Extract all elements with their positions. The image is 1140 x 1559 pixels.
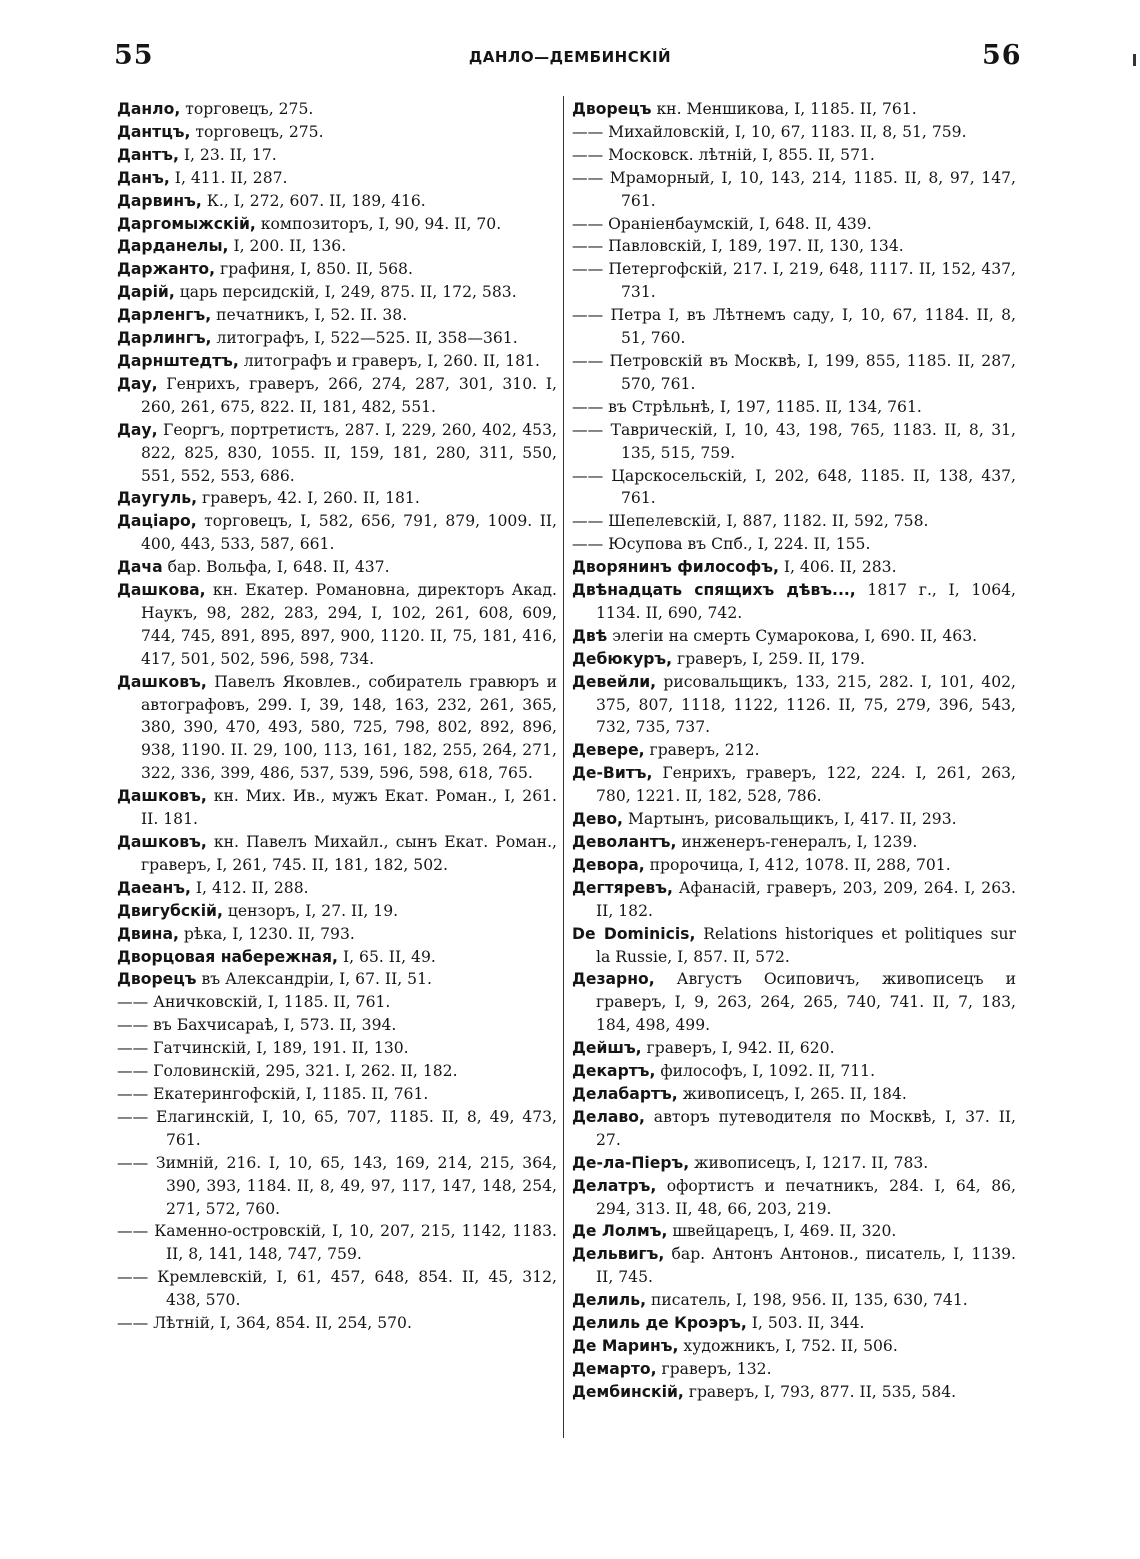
entry-term: Даугуль, bbox=[117, 489, 198, 508]
index-subentry bbox=[572, 350, 1016, 396]
edge-mark bbox=[1133, 54, 1136, 66]
entry-term: Деволантъ, bbox=[572, 833, 677, 851]
entry-term: Декартъ, bbox=[572, 1062, 656, 1081]
entry-references: 1817 г., I, 1064, 1134. II, 690, 742. bbox=[596, 581, 1016, 622]
entry-references: Генрихъ, граверъ, 266, 274, 287, 301, 310. I, 260, 261, 675, 822. II, 181, 482, 551. bbox=[141, 374, 557, 416]
entry-term: Дворцовая набережная, bbox=[117, 947, 338, 966]
index-entry bbox=[572, 1037, 1016, 1060]
entry-term: Де Лолмъ, bbox=[572, 1222, 668, 1241]
index-entry bbox=[572, 923, 1016, 969]
index-subentry bbox=[117, 1014, 557, 1037]
index-entry bbox=[117, 304, 557, 327]
index-subentry bbox=[572, 304, 1016, 350]
index-entry bbox=[117, 419, 557, 488]
index-entry bbox=[572, 1335, 1016, 1358]
entry-term: Двигубскій, bbox=[117, 901, 223, 920]
entry-references: —— Аничковскій, I, 1185. II, 761. bbox=[117, 993, 391, 1012]
entry-references: I, 23. II, 17. bbox=[178, 145, 277, 164]
running-title: ДАНЛО—ДЕМБИНСКІЙ bbox=[468, 48, 672, 66]
index-entry bbox=[572, 1381, 1016, 1404]
entry-references: кн. Павелъ Михайл., сынъ Екат. Роман., граверъ, I, 261, 745. II, 181, 182, 502. bbox=[141, 833, 557, 874]
entry-term: Дарленгъ, bbox=[117, 306, 212, 325]
entry-references: граверъ, 42. I, 260. II, 181. bbox=[197, 489, 420, 508]
entry-references: торговецъ, 275. bbox=[190, 122, 324, 141]
entry-references: I, 65. II, 49. bbox=[338, 947, 436, 966]
index-entry bbox=[572, 625, 1016, 648]
index-entry bbox=[572, 1358, 1016, 1381]
entry-references: живописецъ, I, 265. II, 184. bbox=[677, 1084, 907, 1103]
entry-term: Дашкова, bbox=[117, 581, 206, 600]
entry-term: Дворянинъ философъ, bbox=[572, 558, 779, 577]
entry-references: Георгъ, портретистъ, 287. I, 229, 260, 402, 453, 822, 825, 830, 1055. II, 159, 181, 280, 311, 550, 551, 552, 553, 686. bbox=[141, 420, 557, 485]
index-entry bbox=[572, 762, 1016, 808]
index-subentry bbox=[117, 1312, 557, 1335]
entry-references: —— Екатерингофскій, I, 1185. II, 761. bbox=[117, 1084, 429, 1103]
entry-term: Дарвинъ, bbox=[117, 191, 202, 210]
index-entry bbox=[572, 1312, 1016, 1335]
index-entry bbox=[117, 327, 557, 350]
index-subentry bbox=[572, 396, 1016, 419]
entry-references: инженеръ-генералъ, I, 1239. bbox=[676, 833, 918, 851]
entry-term: Дворецъ bbox=[572, 100, 652, 118]
index-subentry bbox=[572, 167, 1016, 213]
index-subentry bbox=[117, 991, 557, 1014]
entry-references: —— въ Стрѣльнѣ, I, 197, 1185. II, 134, 761. bbox=[572, 397, 922, 416]
entry-references: —— Мраморный, I, 10, 143, 214, 1185. II, 8, 97, 147, 761. bbox=[572, 168, 1016, 210]
index-subentry bbox=[117, 1220, 557, 1266]
entry-term: Дезарно, bbox=[572, 970, 655, 989]
entry-references: кн. Меншикова, I, 1185. II, 761. bbox=[651, 100, 917, 118]
index-entry bbox=[117, 235, 557, 258]
entry-term: Дау, bbox=[117, 374, 158, 393]
entry-term: Дарданелы, bbox=[117, 237, 229, 256]
entry-references: торговецъ, I, 582, 656, 791, 879, 1009. II, 400, 443, 533, 587, 661. bbox=[141, 512, 557, 554]
entry-references: граверъ, 212. bbox=[644, 741, 760, 760]
entry-term: Делиль де Кроэръ, bbox=[572, 1314, 747, 1333]
entry-references: торговецъ, 275. bbox=[180, 100, 314, 118]
index-subentry bbox=[572, 235, 1016, 258]
entry-term: Девейли, bbox=[572, 672, 657, 691]
index-entry bbox=[572, 739, 1016, 762]
index-subentry bbox=[572, 121, 1016, 144]
entry-term: De Dominicis, bbox=[572, 924, 696, 943]
entry-references: швейцарецъ, I, 469. II, 320. bbox=[667, 1222, 897, 1241]
entry-references: I, 412. II, 288. bbox=[190, 878, 309, 897]
entry-references: печатникъ, I, 52. II. 38. bbox=[211, 306, 408, 325]
entry-references: —— Зимній, 216. I, 10, 65, 143, 169, 214, 215, 364, 390, 393, 1184. II, 8, 49, 97, 117, 147, 148, 254, 271, 572, 760. bbox=[117, 1153, 557, 1218]
entry-references: пророчица, I, 412, 1078. II, 288, 701. bbox=[644, 855, 951, 874]
index-entry bbox=[117, 900, 557, 923]
index-entry bbox=[572, 1083, 1016, 1106]
entry-references: въ Александріи, I, 67. II, 51. bbox=[196, 970, 432, 989]
entry-references: кн. Мих. Ив., мужъ Екат. Роман., I, 261. II. 181. bbox=[141, 787, 557, 829]
index-entry bbox=[572, 1289, 1016, 1312]
entry-term: Дебюкуръ, bbox=[572, 649, 673, 668]
entry-term: Данъ, bbox=[117, 168, 170, 187]
entry-term: Дашковъ, bbox=[117, 787, 207, 806]
entry-references: писатель, I, 198, 956. II, 135, 630, 741. bbox=[646, 1291, 968, 1310]
entry-references: —— Юсупова въ Спб., I, 224. II, 155. bbox=[572, 535, 871, 554]
entry-references: —— Каменно-островскій, I, 10, 207, 215, 1142, 1183. II, 8, 141, 148, 747, 759. bbox=[117, 1222, 557, 1264]
index-entry bbox=[117, 579, 557, 671]
entry-term: Данло, bbox=[117, 100, 181, 118]
entry-term: Дантъ, bbox=[117, 145, 179, 164]
index-entry bbox=[117, 831, 557, 877]
index-subentry bbox=[117, 1266, 557, 1312]
entry-references: Генрихъ, граверъ, 122, 224. I, 261, 263, 780, 1221. II, 182, 528, 786. bbox=[596, 764, 1016, 806]
index-subentry bbox=[117, 1152, 557, 1221]
entry-references: —— Павловскій, I, 189, 197. II, 130, 134. bbox=[572, 237, 904, 256]
entry-references: Павелъ Яковлев., собиратель гравюръ и автографовъ, 299. I, 39, 148, 163, 232, 261, 365, 380, 390, 470, 493, 580, 725, 798, 802, 892, 896, 938, 1190. II. 29, 100, 113, 161, 182, 255, 264, 271, 322, 336, 399, 486, 537, 539, 596, 598, 618, 765. bbox=[141, 672, 557, 783]
entry-references: —— Таврическій, I, 10, 43, 198, 765, 1183. II, 8, 31, 135, 515, 759. bbox=[572, 420, 1016, 462]
entry-references: бар. Вольфа, I, 648. II, 437. bbox=[162, 558, 390, 577]
entry-references: —— Петровскій въ Москвѣ, I, 199, 855, 1185. II, 287, 570, 761. bbox=[572, 351, 1016, 393]
entry-term: Де-Витъ, bbox=[572, 764, 653, 783]
entry-term: Делабартъ, bbox=[572, 1084, 678, 1103]
index-entry bbox=[117, 167, 557, 190]
index-entry bbox=[117, 213, 557, 236]
index-entry bbox=[117, 968, 557, 991]
entry-term: Де Маринъ, bbox=[572, 1336, 679, 1355]
index-entry bbox=[117, 281, 557, 304]
entry-references: —— Шепелевскій, I, 887, 1182. II, 592, 758. bbox=[572, 512, 929, 531]
entry-term: Дейшъ, bbox=[572, 1039, 642, 1058]
entry-term: Двѣнадцать спящихъ дѣвъ..., bbox=[572, 581, 856, 600]
entry-references: I, 503. II, 344. bbox=[746, 1314, 865, 1333]
index-column-left bbox=[117, 98, 557, 1335]
index-entry bbox=[117, 487, 557, 510]
index-entry bbox=[572, 648, 1016, 671]
index-entry bbox=[572, 877, 1016, 923]
index-entry bbox=[572, 556, 1016, 579]
entry-references: рѣка, I, 1230. II, 793. bbox=[178, 924, 355, 943]
entry-references: офортистъ и печатникъ, 284. I, 64, 86, 294, 313. II, 48, 66, 203, 219. bbox=[596, 1176, 1016, 1218]
entry-term: Даргомыжскій, bbox=[117, 214, 256, 233]
entry-term: Дау, bbox=[117, 420, 158, 439]
entry-term: Даеанъ, bbox=[117, 878, 191, 897]
entry-references: литографъ и граверъ, I, 260. II, 181. bbox=[238, 351, 540, 370]
index-column-right bbox=[572, 98, 1016, 1404]
index-entry bbox=[117, 98, 557, 121]
index-subentry bbox=[117, 1106, 557, 1152]
entry-references: Августъ Осиповичъ, живописецъ и граверъ, I, 9, 263, 264, 265, 740, 741. II, 7, 183, 184, 498, 499. bbox=[596, 970, 1016, 1035]
entry-references: —— Московск. лѣтній, I, 855. II, 571. bbox=[572, 145, 875, 164]
entry-references: граверъ, I, 942. II, 620. bbox=[641, 1039, 835, 1058]
index-entry bbox=[117, 510, 557, 556]
index-entry bbox=[117, 946, 557, 969]
entry-references: —— Петра I, въ Лѣтнемъ саду, I, 10, 67, 1184. II, 8, 51, 760. bbox=[572, 306, 1016, 348]
entry-references: царь персидскій, I, 249, 875. II, 172, 583. bbox=[174, 283, 517, 302]
entry-term: Даржанто, bbox=[117, 260, 216, 279]
index-entry bbox=[572, 808, 1016, 831]
index-entry bbox=[572, 1220, 1016, 1243]
entry-references: Мартынъ, рисовальщикъ, I, 417. II, 293. bbox=[622, 810, 957, 829]
column-divider bbox=[563, 96, 564, 1438]
entry-references: живописецъ, I, 1217. II, 783. bbox=[689, 1153, 929, 1172]
index-entry bbox=[117, 556, 557, 579]
index-entry bbox=[572, 671, 1016, 740]
entry-references: —— Елагинскій, I, 10, 65, 707, 1185. II, 8, 49, 473, 761. bbox=[117, 1107, 557, 1149]
index-entry bbox=[572, 968, 1016, 1037]
index-subentry bbox=[572, 533, 1016, 556]
entry-references: граверъ, I, 793, 877. II, 535, 584. bbox=[683, 1382, 957, 1401]
entry-references: авторъ путеводителя по Москвѣ, I, 37. II, 27. bbox=[596, 1107, 1016, 1149]
entry-term: Дашковъ, bbox=[117, 833, 207, 851]
entry-references: Афанасій, граверъ, 203, 209, 264. I, 263. II, 182. bbox=[596, 878, 1016, 920]
entry-term: Дембинскій, bbox=[572, 1382, 684, 1401]
index-entry bbox=[117, 923, 557, 946]
entry-references: графиня, I, 850. II, 568. bbox=[215, 260, 413, 279]
index-subentry bbox=[117, 1060, 557, 1083]
entry-references: —— Лѣтній, I, 364, 854. II, 254, 570. bbox=[117, 1314, 412, 1333]
entry-references: —— въ Бахчисараѣ, I, 573. II, 394. bbox=[117, 1016, 397, 1035]
entry-references: I, 200. II, 136. bbox=[228, 237, 347, 256]
index-entry bbox=[572, 1243, 1016, 1289]
entry-references: элегіи на смерть Сумарокова, I, 690. II, 463. bbox=[607, 626, 978, 645]
entry-term: Дантцъ, bbox=[117, 122, 191, 141]
entry-references: граверъ, I, 259. II, 179. bbox=[672, 649, 866, 668]
entry-references: I, 411. II, 287. bbox=[169, 168, 288, 187]
index-subentry bbox=[572, 213, 1016, 236]
page-number-left: 55 bbox=[114, 40, 154, 71]
entry-term: Двѣ bbox=[572, 626, 608, 645]
index-entry bbox=[117, 258, 557, 281]
index-entry bbox=[572, 579, 1016, 625]
entry-term: Дево, bbox=[572, 810, 623, 829]
entry-references: композиторъ, I, 90, 94. II, 70. bbox=[255, 214, 502, 233]
entry-references: —— Царскосельскій, I, 202, 648, 1185. II, 138, 437, 761. bbox=[572, 466, 1016, 508]
index-entry bbox=[117, 144, 557, 167]
entry-term: Делатръ, bbox=[572, 1176, 657, 1195]
entry-references: рисовальщикъ, 133, 215, 282. I, 101, 402, 375, 807, 1118, 1122, 1126. II, 75, 279, 396, 543, 732, 735, 737. bbox=[596, 672, 1016, 737]
entry-references: —— Головинскій, 295, 321. I, 262. II, 182. bbox=[117, 1062, 458, 1081]
entry-term: Девере, bbox=[572, 741, 645, 760]
index-entry bbox=[572, 98, 1016, 121]
entry-term: Двина, bbox=[117, 924, 179, 943]
entry-term: Дарій, bbox=[117, 283, 175, 302]
entry-references: кн. Екатер. Романовна, директоръ Акад. Наукъ, 98, 282, 283, 294, I, 102, 261, 608, 609, 744, 745, 891, 895, 897, 900, 1120. II, 75, 181, 416, 417, 501, 502, 596, 598, 734. bbox=[141, 581, 557, 668]
entry-term: Дача bbox=[117, 558, 163, 577]
index-entry bbox=[572, 1060, 1016, 1083]
index-entry bbox=[117, 373, 557, 419]
index-subentry bbox=[572, 144, 1016, 167]
index-entry bbox=[117, 877, 557, 900]
index-subentry bbox=[572, 258, 1016, 304]
index-entry bbox=[117, 121, 557, 144]
index-entry bbox=[117, 671, 557, 786]
entry-references: —— Михайловскій, I, 10, 67, 1183. II, 8, 51, 759. bbox=[572, 122, 967, 141]
index-subentry bbox=[572, 419, 1016, 465]
index-entry bbox=[572, 1175, 1016, 1221]
entry-references: I, 406. II, 283. bbox=[778, 558, 897, 577]
index-entry bbox=[117, 350, 557, 373]
index-subentry bbox=[572, 465, 1016, 511]
entry-term: Дегтяревъ, bbox=[572, 878, 673, 897]
index-entry bbox=[572, 854, 1016, 877]
index-subentry bbox=[117, 1083, 557, 1106]
index-entry bbox=[117, 785, 557, 831]
entry-references: художникъ, I, 752. II, 506. bbox=[678, 1336, 898, 1355]
index-entry bbox=[572, 831, 1016, 854]
entry-term: Де-ла-Піеръ, bbox=[572, 1153, 690, 1172]
entry-references: —— Ораніенбаумскій, I, 648. II, 439. bbox=[572, 214, 872, 233]
entry-references: цензоръ, I, 27. II, 19. bbox=[222, 901, 399, 920]
index-entry bbox=[117, 190, 557, 213]
index-entry bbox=[572, 1152, 1016, 1175]
entry-term: Делаво, bbox=[572, 1107, 645, 1126]
index-entry bbox=[572, 1106, 1016, 1152]
page-number-right: 56 bbox=[982, 40, 1022, 71]
entry-references: литографъ, I, 522—525. II, 358—361. bbox=[211, 329, 518, 348]
entry-term: Дашковъ, bbox=[117, 672, 207, 691]
index-subentry bbox=[572, 510, 1016, 533]
entry-references: —— Петергофскій, 217. I, 219, 648, 1117. II, 152, 437, 731. bbox=[572, 260, 1016, 302]
entry-term: Дельвигъ, bbox=[572, 1245, 665, 1264]
index-subentry bbox=[117, 1037, 557, 1060]
entry-term: Демарто, bbox=[572, 1359, 657, 1378]
entry-references: К., I, 272, 607. II, 189, 416. bbox=[201, 191, 426, 210]
entry-references: философъ, I, 1092. II, 711. bbox=[655, 1062, 876, 1081]
entry-term: Даціаро, bbox=[117, 512, 197, 531]
entry-term: Дворецъ bbox=[117, 970, 197, 989]
entry-term: Дарлингъ, bbox=[117, 329, 212, 348]
entry-term: Делиль, bbox=[572, 1291, 647, 1310]
entry-term: Дарнштедтъ, bbox=[117, 351, 239, 370]
entry-references: бар. Антонъ Антонов., писатель, I, 1139. II, 745. bbox=[596, 1245, 1016, 1287]
entry-references: граверъ, 132. bbox=[656, 1359, 772, 1378]
entry-references: —— Гатчинскій, I, 189, 191. II, 130. bbox=[117, 1039, 409, 1058]
entry-references: —— Кремлевскій, I, 61, 457, 648, 854. II, 45, 312, 438, 570. bbox=[117, 1268, 557, 1310]
entry-references: Relations historiques et politiques sur la Russie, I, 857. II, 572. bbox=[596, 924, 1016, 966]
entry-term: Девора, bbox=[572, 855, 645, 874]
